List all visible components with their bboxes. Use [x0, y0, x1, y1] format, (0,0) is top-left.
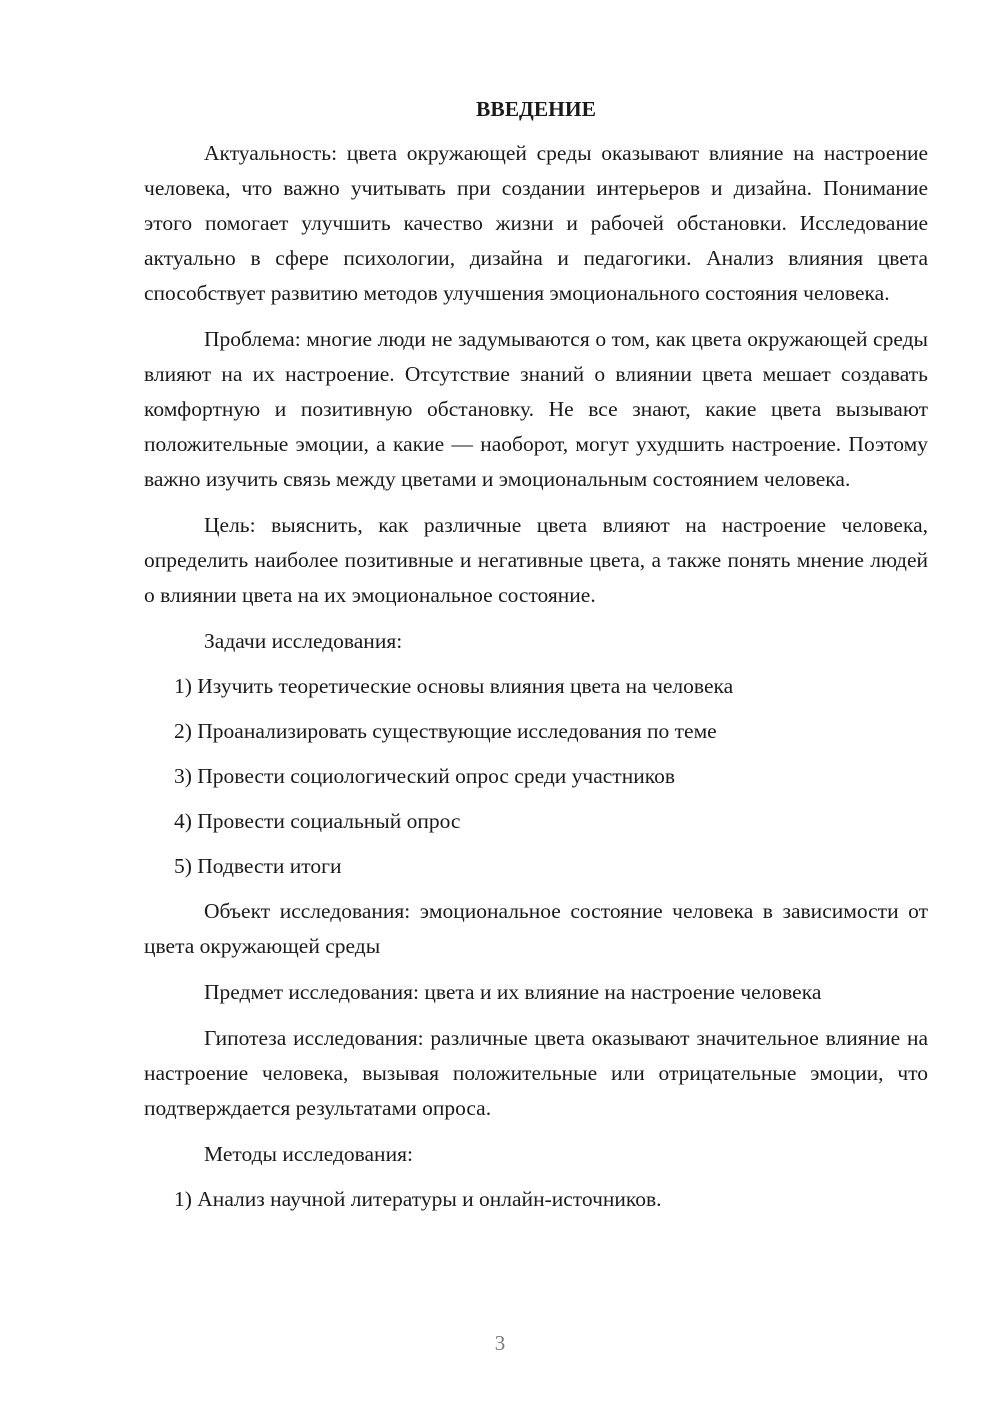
- page-number: 3: [494, 1331, 506, 1355]
- paragraph-relevance: Актуальность: цвета окружающей среды оказывают влияние на настроение человека, что важно учитывать при создании интерьеров и дизайна. Понимание этого помогает улучшить качество жизни и рабочей обстановки. Исследование актуально в сфере психологии, дизайна и педагогики. Анализ влияния цвета способствует развитию методов улучшения эмоционального состояния человека.: [144, 141, 928, 305]
- task-item: 2) Проанализировать существующие исследования по теме: [174, 719, 717, 743]
- task-item: 3) Провести социологический опрос среди участников: [174, 764, 675, 788]
- paragraph-hypothesis: Гипотеза исследования: различные цвета оказывают значительное влияние на настроение человека, вызывая положительные или отрицательные эмоции, что подтверждается результатами опроса.: [144, 1026, 928, 1120]
- document-title: ВВЕДЕНИЕ: [476, 97, 596, 121]
- paragraph-subject: Предмет исследования: цвета и их влияние на настроение человека: [204, 980, 822, 1004]
- paragraph-problem: Проблема: многие люди не задумываются о том, как цвета окружающей среды влияют на их настроение. Отсутствие знаний о влиянии цвета мешает создавать комфортную и позитивную обстановку. Не все знают, какие цвета вызывают положительные эмоции, а какие — наоборот, могут ухудшить настроение. Поэтому важно изучить связь между цветами и эмоциональным состоянием человека.: [144, 327, 928, 491]
- task-item: 1) Изучить теоретические основы влияния цвета на человека: [174, 674, 734, 698]
- paragraph-object: Объект исследования: эмоциональное состояние человека в зависимости от цвета окружающей среды: [144, 899, 928, 958]
- task-item: 5) Подвести итоги: [174, 854, 342, 878]
- methods-heading: Методы исследования:: [204, 1142, 413, 1166]
- document-page: [144, 92, 928, 1227]
- task-item: 4) Провести социальный опрос: [174, 809, 461, 833]
- tasks-heading: Задачи исследования:: [204, 629, 403, 653]
- method-item: 1) Анализ научной литературы и онлайн-источников.: [174, 1187, 662, 1211]
- paragraph-goal: Цель: выяснить, как различные цвета влияют на настроение человека, определить наиболее позитивные и негативные цвета, а также понять мнение людей о влиянии цвета на их эмоциональное состояние.: [144, 513, 928, 607]
